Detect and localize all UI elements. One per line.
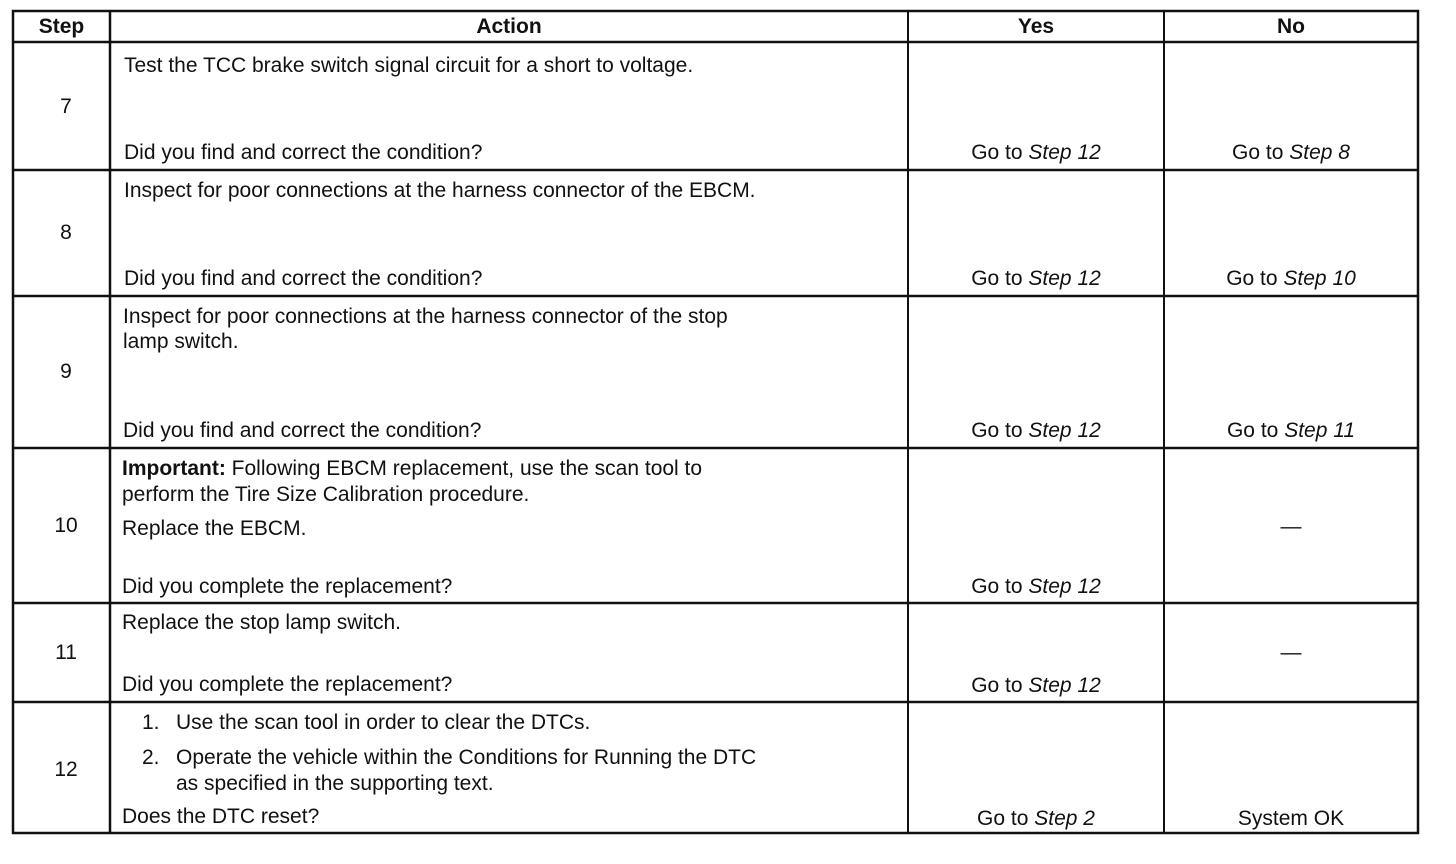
yes-cell: Go to Step 12 (971, 674, 1101, 697)
list-item-text-line2: as specified in the supporting text. (176, 772, 494, 795)
step-reference: Step 12 (1028, 419, 1101, 442)
header-yes: Yes (1017, 15, 1055, 38)
yes-cell: Go to Step 12 (971, 575, 1101, 598)
header-step: Step (38, 15, 85, 38)
step-reference: Step 11 (1284, 419, 1356, 442)
action-text: Replace the EBCM. (122, 517, 307, 540)
important-note-line2: perform the Tire Size Calibration procedure. (122, 483, 530, 506)
step-reference: Step 12 (1028, 267, 1101, 290)
step-reference: Step 10 (1283, 267, 1356, 290)
yes-cell: Go to Step 12 (971, 141, 1101, 164)
yes-cell: Go to Step 2 (977, 807, 1095, 830)
step-number: 12 (54, 758, 78, 781)
list-item-number: 2. (142, 746, 160, 769)
list-item-number: 1. (142, 711, 160, 734)
list-item-text: Use the scan tool in order to clear the DTCs. (176, 711, 591, 734)
step-reference: Step 12 (1028, 575, 1101, 598)
action-text-line2: lamp switch. (123, 330, 239, 353)
step-number: 8 (60, 221, 72, 244)
action-text: Replace the stop lamp switch. (122, 611, 401, 634)
step-reference: Step 2 (1034, 807, 1095, 830)
no-cell-dash: — (1280, 515, 1302, 538)
list-item-text-line1: Operate the vehicle within the Conditions for Running the DTC (176, 746, 757, 769)
no-cell: Go to Step 10 (1226, 267, 1356, 290)
step-reference: Step 12 (1028, 141, 1101, 164)
step-number: 9 (60, 360, 72, 383)
action-text-line1: Inspect for poor connections at the harness connector of the stop (123, 305, 728, 328)
action-question: Did you complete the replacement? (122, 673, 453, 696)
action-question: Did you find and correct the condition? (123, 419, 482, 442)
action-question: Did you find and correct the condition? (124, 267, 483, 290)
important-note-line1: Important: Following EBCM replacement, use the scan tool to (122, 457, 703, 480)
header-no: No (1277, 15, 1305, 38)
action-text: Inspect for poor connections at the harness connector of the EBCM. (124, 179, 756, 202)
action-question: Did you find and correct the condition? (124, 141, 483, 164)
step-number: 7 (60, 95, 72, 118)
header-action: Action (476, 15, 542, 38)
important-label: Important: (122, 457, 226, 480)
no-cell: Go to Step 8 (1232, 141, 1350, 164)
action-question: Does the DTC reset? (122, 805, 320, 828)
no-cell: Go to Step 11 (1226, 419, 1356, 442)
step-reference: Step 12 (1028, 674, 1101, 697)
step-number: 10 (54, 514, 78, 537)
step-number: 11 (55, 641, 77, 664)
no-cell-dash: — (1280, 641, 1302, 664)
yes-cell: Go to Step 12 (971, 419, 1101, 442)
step-reference: Step 8 (1289, 141, 1350, 164)
no-cell-result: System OK (1237, 807, 1345, 830)
action-question: Did you complete the replacement? (122, 575, 453, 598)
yes-cell: Go to Step 12 (971, 267, 1101, 290)
action-text: Test the TCC brake switch signal circuit for a short to voltage. (124, 54, 694, 77)
